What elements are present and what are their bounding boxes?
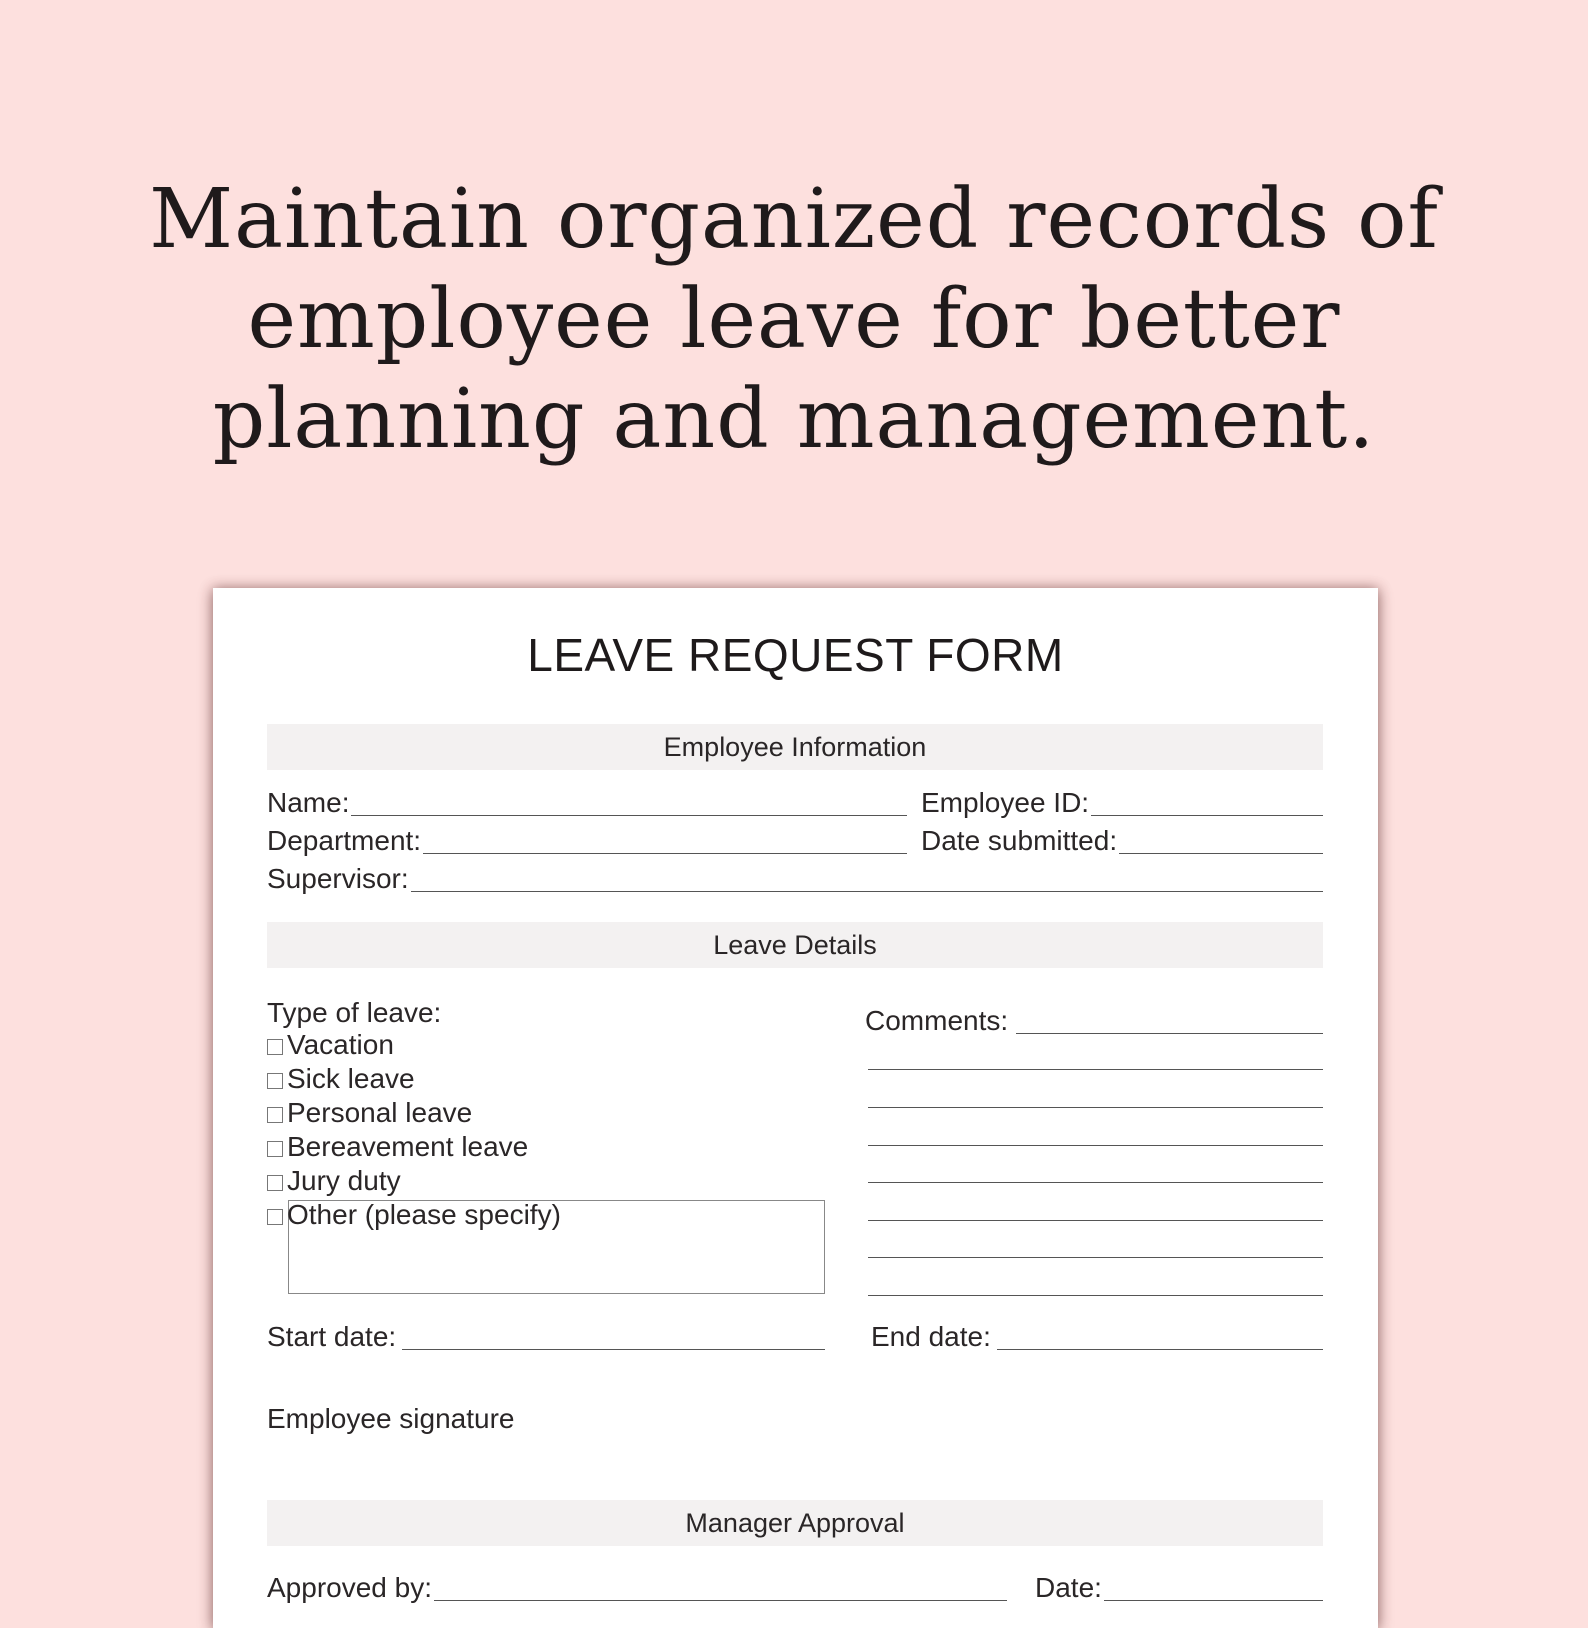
leave-option-label: Vacation: [287, 1029, 394, 1060]
headline-line: planning and management.: [212, 372, 1376, 467]
approved-by-field[interactable]: [267, 1573, 1007, 1603]
department-line[interactable]: [423, 853, 907, 854]
leave-option-label: Personal leave: [287, 1097, 473, 1128]
leave-option-sick[interactable]: [267, 1062, 561, 1096]
comments-field[interactable]: [865, 1006, 1323, 1036]
type-of-leave-label: Type of leave:: [267, 997, 442, 1028]
leave-option-personal[interactable]: [267, 1096, 561, 1130]
section-employee-information: Employee Information: [267, 724, 1323, 770]
leave-option-label: Sick leave: [287, 1063, 415, 1094]
leave-option-other[interactable]: [267, 1198, 561, 1232]
date-submitted-line[interactable]: [1119, 853, 1323, 854]
leave-option-label: Jury duty: [287, 1165, 401, 1196]
comments-line[interactable]: [868, 1182, 1323, 1183]
name-label: Name:: [267, 787, 350, 818]
checkbox[interactable]: [267, 1039, 283, 1055]
section-manager-approval: Manager Approval: [267, 1500, 1323, 1546]
approval-date-line[interactable]: [1104, 1600, 1323, 1601]
comments-line[interactable]: [868, 1069, 1323, 1070]
leave-type-list: [267, 1028, 561, 1232]
checkbox[interactable]: [267, 1107, 283, 1123]
supervisor-line[interactable]: [411, 891, 1323, 892]
checkbox[interactable]: [267, 1141, 283, 1157]
name-line[interactable]: [351, 815, 907, 816]
employee-id-field[interactable]: [907, 788, 1323, 818]
start-date-field[interactable]: [267, 1322, 825, 1352]
end-date-field[interactable]: [871, 1322, 1323, 1352]
approved-by-label: Approved by:: [267, 1572, 432, 1603]
comments-line[interactable]: [868, 1257, 1323, 1258]
end-date-label: End date:: [871, 1321, 991, 1352]
date-submitted-label: Date submitted:: [921, 825, 1118, 856]
section-leave-details: Leave Details: [267, 922, 1323, 968]
department-label: Department:: [267, 825, 422, 856]
headline-line: Maintain organized records of: [149, 172, 1439, 267]
comments-label: Comments:: [865, 1005, 1009, 1036]
leave-option-vacation[interactable]: [267, 1028, 561, 1062]
supervisor-field[interactable]: [267, 864, 1323, 894]
comments-line[interactable]: [868, 1145, 1323, 1146]
employee-signature-label: Employee signature: [267, 1403, 515, 1434]
start-date-label: Start date:: [267, 1321, 397, 1352]
comments-line[interactable]: [868, 1295, 1323, 1296]
start-date-line[interactable]: [402, 1349, 825, 1350]
comments-line[interactable]: [868, 1220, 1323, 1221]
comments-line[interactable]: [868, 1107, 1323, 1108]
form-sheet: [213, 588, 1378, 1628]
headline: [0, 170, 1588, 470]
leave-option-jury-duty[interactable]: [267, 1164, 561, 1198]
employee-id-label: Employee ID:: [921, 787, 1090, 818]
employee-id-line[interactable]: [1091, 815, 1323, 816]
headline-line: employee leave for better: [247, 272, 1341, 367]
date-submitted-field[interactable]: [907, 826, 1323, 856]
approved-by-line[interactable]: [434, 1600, 1007, 1601]
name-field[interactable]: [267, 788, 907, 818]
checkbox[interactable]: [267, 1073, 283, 1089]
leave-option-label: Other (please specify): [287, 1199, 561, 1230]
form-title: LEAVE REQUEST FORM: [527, 629, 1064, 681]
supervisor-label: Supervisor:: [267, 863, 409, 894]
approval-date-label: Date:: [1035, 1572, 1102, 1603]
comments-line[interactable]: [1016, 1033, 1323, 1034]
checkbox[interactable]: [267, 1209, 283, 1225]
leave-option-bereavement[interactable]: [267, 1130, 561, 1164]
leave-option-label: Bereavement leave: [287, 1131, 529, 1162]
approval-date-field[interactable]: [1035, 1573, 1323, 1603]
checkbox[interactable]: [267, 1175, 283, 1191]
department-field[interactable]: [267, 826, 907, 856]
end-date-line[interactable]: [997, 1349, 1323, 1350]
